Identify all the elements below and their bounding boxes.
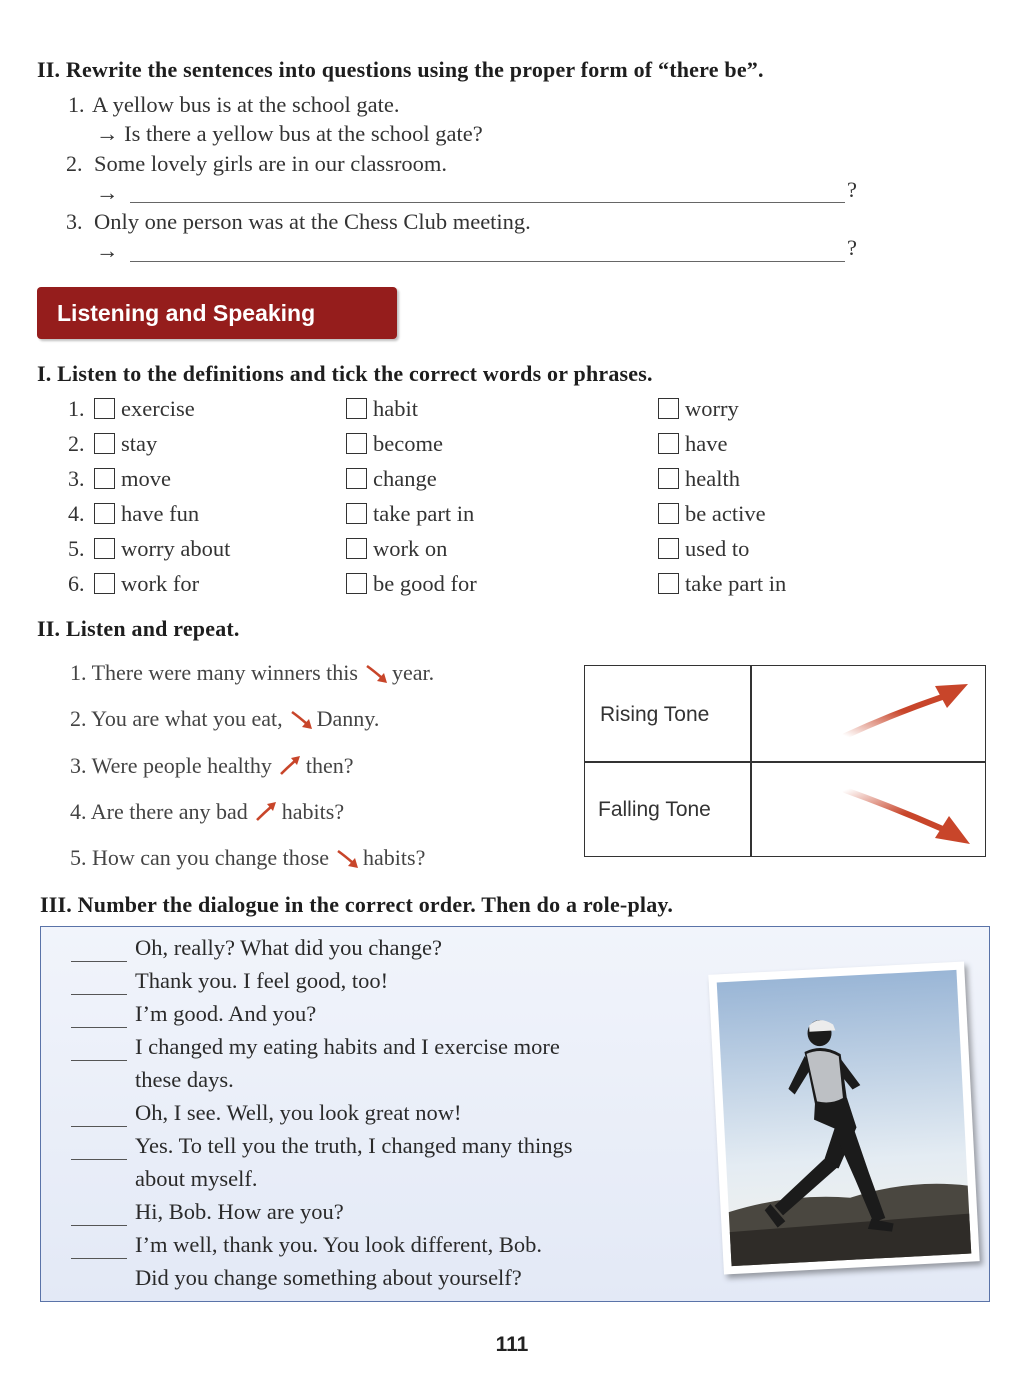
tick-option[interactable] [658, 571, 786, 597]
checkbox[interactable] [658, 468, 679, 489]
repeat-item-tail: then? [305, 753, 354, 778]
rewrite-item-2-num: 2. [66, 151, 83, 176]
tick-option[interactable] [94, 501, 199, 527]
tick-option-label: stay [121, 431, 158, 456]
dialogue-line: I’m well, thank you. You look different, Bob. [135, 1232, 543, 1257]
tick-option-label: used to [685, 536, 750, 561]
checkbox[interactable] [346, 538, 367, 559]
dialogue-heading: III. Number the dialogue in the correct order. Then do a role-play. [40, 892, 674, 917]
tick-row-3-num: 3. [68, 466, 85, 491]
tick-row-6-num: 6. [68, 571, 85, 596]
repeat-item-tail: habits? [363, 845, 426, 870]
rewrite-heading: II. Rewrite the sentences into questions using the proper form of “there be”. [37, 57, 764, 82]
dialogue-order-blank[interactable] [71, 1159, 127, 1160]
dialogue-order-blank[interactable] [71, 1225, 127, 1226]
checkbox[interactable] [94, 398, 115, 419]
rewrite-item-3-text: Only one person was at the Chess Club meeting. [94, 209, 531, 234]
tick-option[interactable] [346, 536, 447, 562]
rising-tone-label: Rising Tone [600, 703, 710, 726]
checkbox[interactable] [94, 503, 115, 524]
repeat-item [70, 753, 354, 779]
tick-option[interactable] [94, 396, 195, 422]
rising-tone-icon [278, 755, 304, 777]
checkbox[interactable] [658, 398, 679, 419]
tick-option-label: have [685, 431, 728, 456]
tick-option-label: worry [685, 396, 739, 421]
checkbox[interactable] [346, 468, 367, 489]
repeat-item-text: 4. Are there any bad [70, 799, 248, 824]
repeat-item-tail: Danny. [316, 706, 380, 731]
tick-option-label: work for [121, 571, 200, 596]
tick-option[interactable] [94, 466, 171, 492]
dialogue-line: Thank you. I feel good, too! [135, 968, 389, 993]
repeat-item-text: 2. You are what you eat, [70, 706, 283, 731]
repeat-item-tail: year. [391, 660, 435, 685]
rewrite-item-2-text: Some lovely girls are in our classroom. [94, 151, 448, 176]
tone-table [584, 665, 986, 857]
checkbox[interactable] [346, 398, 367, 419]
dialogue-order-blank[interactable] [71, 1060, 127, 1061]
rising-arrow-icon [835, 678, 975, 748]
tick-option-label: be good for [373, 571, 477, 596]
tone-table-row-divider [585, 761, 985, 763]
dialogue-line: Oh, I see. Well, you look great now! [135, 1100, 462, 1125]
falling-tone-icon [335, 847, 361, 869]
checkbox[interactable] [658, 538, 679, 559]
checkbox[interactable] [94, 538, 115, 559]
tick-row-4-num: 4. [68, 501, 85, 526]
tick-option-label: be active [685, 501, 766, 526]
rewrite-item-1-num: 1. [68, 92, 85, 117]
tick-option[interactable] [94, 571, 199, 597]
dialogue-line: Did you change something about yourself? [135, 1265, 522, 1290]
dialogue-line: Oh, really? What did you change? [135, 935, 442, 960]
repeat-item [70, 799, 344, 825]
repeat-item-text: 1. There were many winners this [70, 660, 358, 685]
tick-option[interactable] [658, 431, 727, 457]
tick-heading: I. Listen to the definitions and tick the correct words or phrases. [37, 361, 653, 386]
rewrite-item-3-qmark: ? [847, 235, 857, 260]
dialogue-line: about myself. [135, 1166, 258, 1191]
tick-row-1-num: 1. [68, 396, 85, 421]
dialogue-order-blank[interactable] [71, 994, 127, 995]
tick-option[interactable] [346, 466, 437, 492]
rising-tone-icon [254, 801, 280, 823]
page-number: 111 [495, 1333, 529, 1356]
tick-row-2-num: 2. [68, 431, 85, 456]
tick-option[interactable] [346, 396, 418, 422]
section-banner-label: Listening and Speaking [57, 299, 316, 326]
falling-tone-icon [364, 662, 390, 684]
tick-option-label: change [373, 466, 437, 491]
dialogue-order-blank[interactable] [71, 1126, 127, 1127]
dialogue-line: Hi, Bob. How are you? [135, 1199, 344, 1224]
checkbox[interactable] [658, 433, 679, 454]
tick-option-label: work on [373, 536, 448, 561]
checkbox[interactable] [346, 573, 367, 594]
runner-photo [708, 962, 979, 1275]
rewrite-item-3-answer-line[interactable] [130, 261, 845, 262]
rewrite-item-3-arrow: → [96, 238, 119, 263]
repeat-item-text: 3. Were people healthy [70, 753, 272, 778]
dialogue-order-blank[interactable] [71, 961, 127, 962]
checkbox[interactable] [94, 573, 115, 594]
repeat-item [70, 845, 425, 871]
checkbox[interactable] [94, 433, 115, 454]
tick-option-label: have fun [121, 501, 200, 526]
falling-arrow-icon [835, 778, 975, 848]
repeat-item [70, 706, 379, 732]
checkbox[interactable] [658, 573, 679, 594]
section-banner [37, 287, 397, 339]
tick-option[interactable] [94, 536, 230, 562]
tick-option[interactable] [658, 396, 739, 422]
tick-option-label: move [121, 466, 171, 491]
repeat-item-text: 5. How can you change those [70, 845, 330, 870]
tick-option[interactable] [346, 501, 474, 527]
dialogue-line: Yes. To tell you the truth, I changed many things [135, 1133, 573, 1158]
tick-option-label: habit [373, 396, 418, 421]
checkbox[interactable] [658, 503, 679, 524]
tick-option[interactable] [346, 431, 443, 457]
tick-option[interactable] [658, 466, 740, 492]
tick-option[interactable] [658, 536, 749, 562]
checkbox[interactable] [346, 503, 367, 524]
tick-option-label: worry about [121, 536, 231, 561]
tick-option-label: exercise [121, 396, 195, 421]
repeat-heading: II. Listen and repeat. [37, 616, 240, 641]
tick-option-label: health [685, 466, 740, 491]
tick-row-5-num: 5. [68, 536, 85, 561]
tick-option-label: take part in [373, 501, 475, 526]
dialogue-line: these days. [135, 1067, 234, 1092]
checkbox[interactable] [94, 468, 115, 489]
falling-tone-label: Falling Tone [598, 798, 711, 821]
dialogue-order-blank[interactable] [71, 1027, 127, 1028]
rewrite-item-3-num: 3. [66, 209, 83, 234]
rewrite-item-2-answer-line[interactable] [130, 202, 845, 203]
dialogue-order-blank[interactable] [71, 1258, 127, 1259]
repeat-item [70, 660, 434, 686]
falling-tone-icon [289, 708, 315, 730]
dialogue-line: I changed my eating habits and I exercise more [135, 1034, 560, 1059]
tick-option-label: take part in [685, 571, 787, 596]
repeat-item-tail: habits? [281, 799, 345, 824]
checkbox[interactable] [346, 433, 367, 454]
tick-option-label: become [373, 431, 443, 456]
rewrite-item-1-answer: → Is there a yellow bus at the school gate? [96, 121, 483, 146]
rewrite-item-1-text: A yellow bus is at the school gate. [92, 92, 400, 117]
tick-option[interactable] [658, 501, 766, 527]
rewrite-item-2-arrow: → [96, 180, 119, 205]
rewrite-item-2-qmark: ? [847, 177, 857, 202]
tick-option[interactable] [94, 431, 157, 457]
dialogue-line: I’m good. And you? [135, 1001, 317, 1026]
tick-option[interactable] [346, 571, 477, 597]
